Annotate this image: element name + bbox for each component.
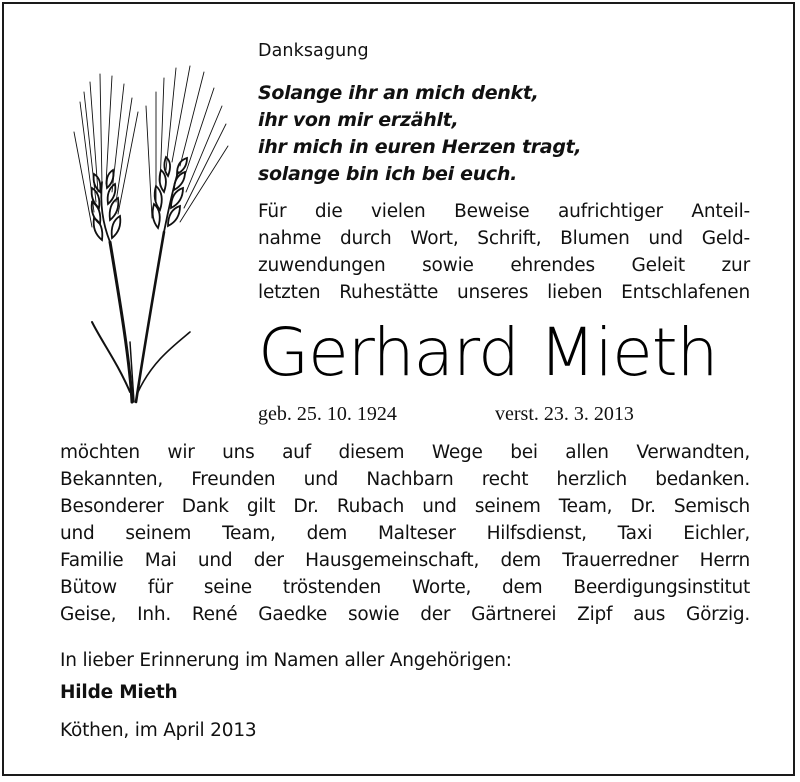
notice-heading: Danksagung (258, 41, 369, 61)
death-date: verst. 23. 3. 2013 (495, 403, 634, 425)
poem-line: ihr von mir erzählt, (258, 109, 459, 131)
birth-date: geb. 25. 10. 1924 (258, 403, 397, 425)
body-line: Besonderer Dank gilt Dr. Rubach und seinem Team, Dr. Semisch (60, 496, 750, 517)
intro-line: nahme durch Wort, Schrift, Blumen und Geld- (258, 228, 750, 249)
body-line: und seinem Team, dem Malteser Hilfsdienst, Taxi Eichler, (60, 523, 750, 544)
body-line: Geise, Inh. René Gaedke sowie der Gärtnerei Zipf aus Görzig. (60, 604, 750, 625)
body-line: Familie Mai und der Hausgemeinschaft, dem Trauerredner Herrn (60, 550, 750, 571)
body-line: möchten wir uns auf diesem Wege bei allen Verwandten, (60, 442, 750, 463)
poem-line: Solange ihr an mich denkt, (258, 82, 539, 104)
intro-line: zuwendungen sowie ehrendes Geleit zur (258, 255, 750, 276)
place-date: Köthen, im April 2013 (60, 720, 257, 741)
wheat-ears-icon (72, 62, 232, 407)
signer-name: Hilde Mieth (60, 682, 178, 703)
closing-line: In lieber Erinnerung im Namen aller Angehörigen: (60, 650, 512, 671)
obituary-notice (2, 2, 795, 776)
body-line: Bekannten, Freunden und Nachbarn recht herzlich bedanken. (60, 469, 750, 490)
deceased-name: Gerhard Mieth (258, 314, 718, 391)
intro-line: Für die vielen Beweise aufrichtiger Anteil- (258, 201, 750, 222)
poem-line: ihr mich in euren Herzen tragt, (258, 136, 582, 158)
poem-line: solange bin ich bei euch. (258, 163, 518, 185)
body-line: Bütow für seine tröstenden Worte, dem Beerdigungsinstitut (60, 577, 750, 598)
poem (258, 80, 581, 188)
intro-line: letzten Ruhestätte unseres lieben Entschlafenen (258, 282, 750, 303)
